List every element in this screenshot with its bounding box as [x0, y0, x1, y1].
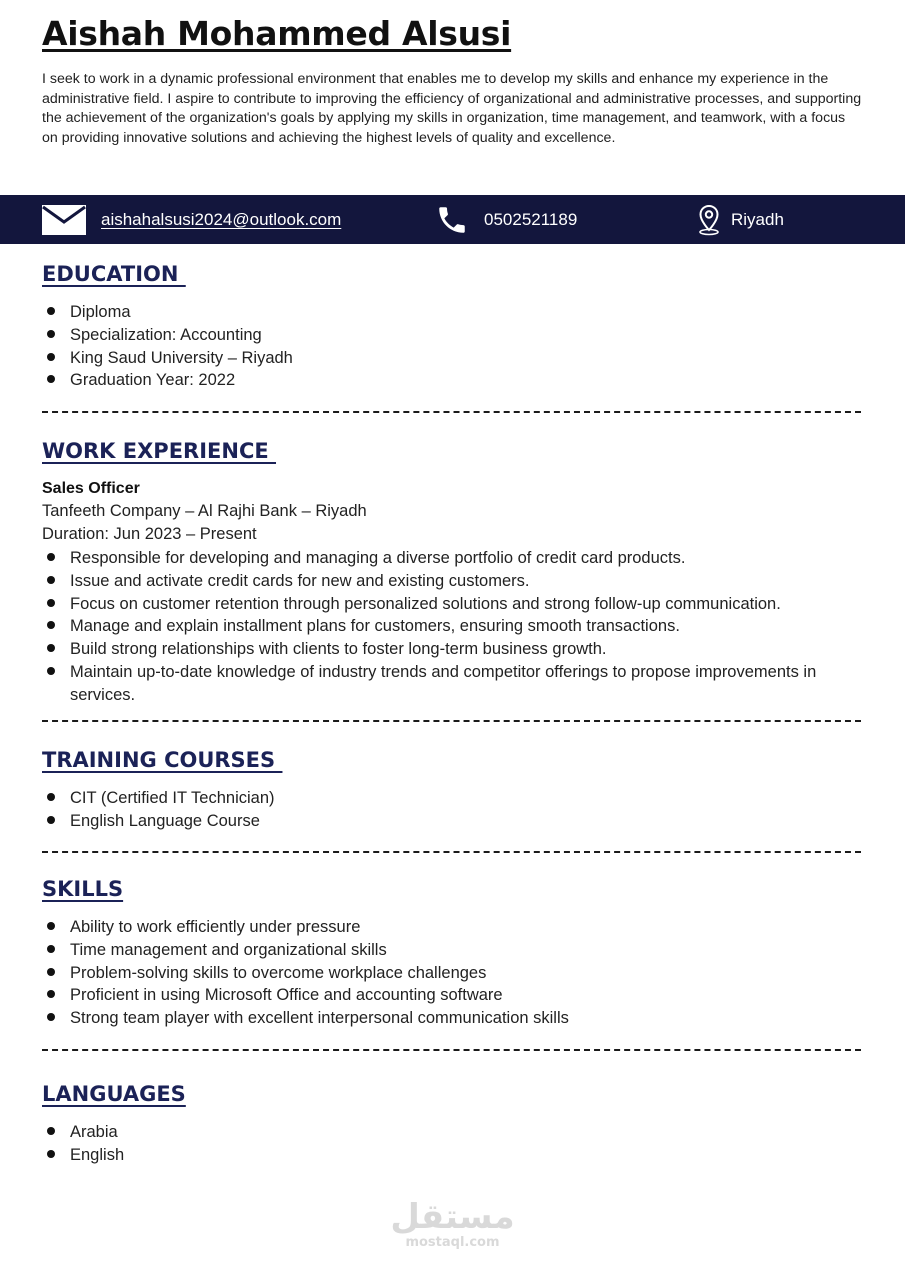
location-text: Riyadh — [731, 209, 784, 229]
list-item: Specialization: Accounting — [42, 324, 864, 347]
summary-paragraph: I seek to work in a dynamic professional environment that enables me to develop my skills and enhance my experience in the administrative field. I aspire to contribute to improving the efficiency of organizational and administrative processes, and supporting the achievement of the organization's goals by applying my skills in organization, time management, and teamwork, with a focus on providing innovative solutions and achieving the highest levels of quality and excellence. — [42, 71, 862, 146]
list-item: Maintain up-to-date knowledge of industry trends and competitor offerings to propose improvements in services. — [42, 661, 832, 707]
list-item: English — [42, 1144, 864, 1167]
phone-icon — [435, 203, 469, 237]
list-item: Strong team player with excellent interpersonal communication skills — [42, 1007, 864, 1030]
list-item: Manage and explain installment plans for customers, ensuring smooth transactions. — [42, 615, 832, 638]
location-pin-icon — [696, 204, 722, 236]
list-item: Responsible for developing and managing a diverse portfolio of credit card products. — [42, 547, 832, 570]
list-item: Focus on customer retention through personalized solutions and strong follow-up communication. — [42, 593, 832, 616]
skills-list — [42, 916, 864, 1030]
section-divider — [42, 1049, 861, 1051]
section-divider — [42, 411, 861, 413]
education-list — [42, 301, 864, 392]
resume-name: Aishah Mohammed Alsusi — [42, 14, 512, 53]
watermark-arabic: مستقل — [390, 1197, 515, 1237]
watermark-latin: mostaql.com — [405, 1235, 500, 1250]
training-list — [42, 787, 864, 833]
envelope-icon — [42, 205, 86, 235]
list-item: Problem-solving skills to overcome workplace challenges — [42, 962, 864, 985]
contact-location — [696, 195, 784, 244]
education-heading: EDUCATION — [42, 262, 186, 286]
job-title: Sales Officer — [42, 480, 140, 497]
phone-number: 0502521189 — [484, 209, 578, 229]
list-item: English Language Course — [42, 810, 864, 833]
list-item: Graduation Year: 2022 — [42, 369, 864, 392]
languages-heading: LANGUAGES — [42, 1082, 186, 1106]
list-item: Time management and organizational skills — [42, 939, 864, 962]
job-company: Tanfeeth Company – Al Rajhi Bank – Riyadh — [42, 502, 367, 520]
languages-list — [42, 1121, 864, 1167]
work-experience-heading: WORK EXPERIENCE — [42, 439, 277, 463]
job-duration: Duration: Jun 2023 – Present — [42, 525, 257, 543]
skills-heading: SKILLS — [42, 877, 124, 901]
list-item: Ability to work efficiently under pressure — [42, 916, 864, 939]
mostaql-watermark — [390, 1198, 515, 1250]
contact-phone — [435, 195, 577, 244]
section-divider — [42, 851, 861, 853]
email-link[interactable]: aishahalsusi2024@outlook.com — [101, 209, 342, 229]
list-item: Build strong relationships with clients to foster long-term business growth. — [42, 638, 832, 661]
experience-list — [42, 547, 832, 707]
list-item: Issue and activate credit cards for new and existing customers. — [42, 570, 832, 593]
list-item: Arabia — [42, 1121, 864, 1144]
contact-email[interactable] — [42, 195, 341, 244]
list-item: Diploma — [42, 301, 864, 324]
contact-bar — [0, 195, 905, 244]
list-item: CIT (Certified IT Technician) — [42, 787, 864, 810]
section-divider — [42, 720, 861, 722]
training-courses-heading: TRAINING COURSES — [42, 748, 283, 772]
list-item: Proficient in using Microsoft Office and accounting software — [42, 984, 864, 1007]
list-item: King Saud University – Riyadh — [42, 347, 864, 370]
